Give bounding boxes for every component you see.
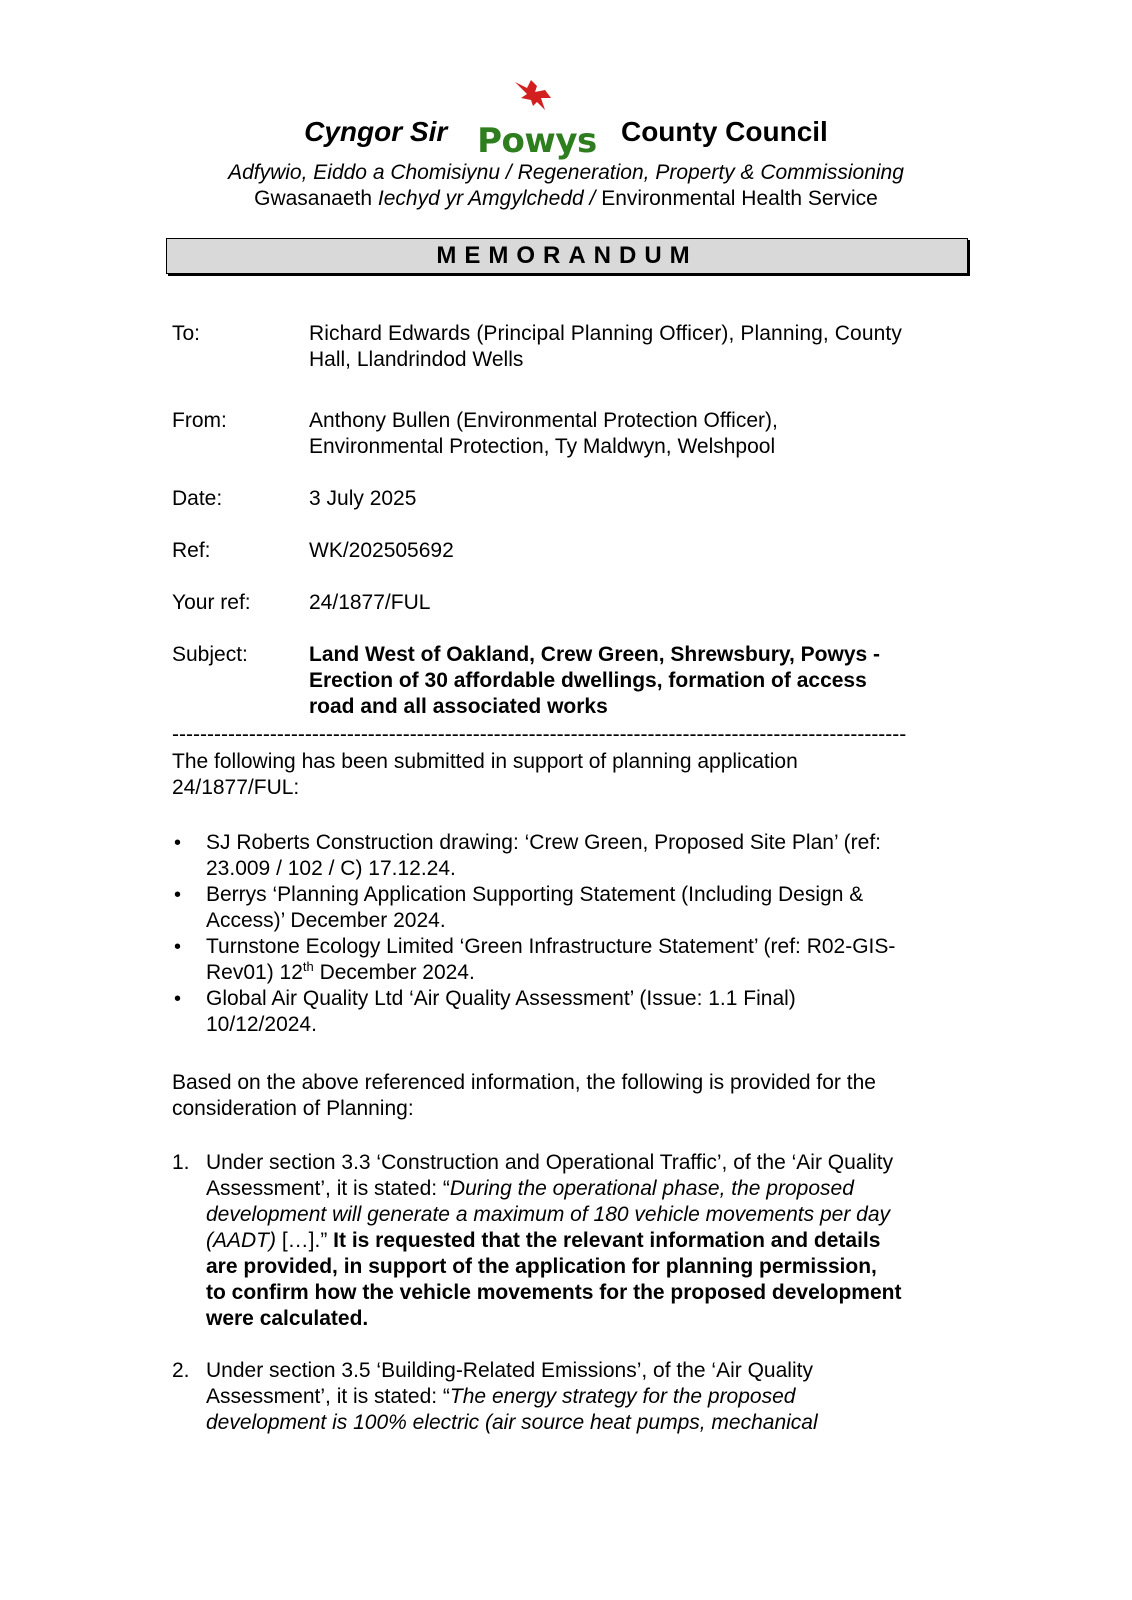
intro-line: 24/1877/FUL: [172,776,300,799]
quoted-text: development is 100% electric (air source heat pumps, mechanical [206,1411,818,1434]
ordinal-suffix: th [302,959,314,974]
item-number: 1. [172,1151,190,1174]
date-label: Date: [172,487,223,510]
doc-line [206,960,972,986]
subject-label: Subject: [172,643,248,666]
point-line [206,1384,972,1410]
from-label: From: [172,409,227,432]
doc-text: December 2024. [313,961,475,984]
doc-line: • SJ Roberts Construction drawing: ‘Crew Green, Proposed Site Plan’ (ref: [206,831,882,854]
quoted-text: The energy strategy for the proposed [449,1385,796,1408]
from-value [309,408,971,460]
subject-value [309,642,971,720]
point-text: […].” [276,1229,334,1252]
service-prefix: Gwasanaeth [254,187,373,210]
quoted-text: During the operational phase, the proposed [449,1177,854,1200]
point-text: Assessment’, it is stated: “ [206,1177,450,1200]
based-on-paragraph [172,1070,962,1122]
based-line: consideration of Planning: [172,1097,414,1120]
service-welsh: Iechyd yr Amgylchedd / [377,187,596,210]
subject-line: Erection of 30 affordable dwellings, formation of access [309,669,867,692]
quoted-text: (AADT) [206,1229,276,1252]
request-text: are provided, in support of the application for planning permission, [206,1255,877,1278]
point-line: Under section 3.5 ‘Building-Related Emissions’, of the ‘Air Quality [206,1359,813,1382]
subject-line: road and all associated works [309,695,608,718]
service-line [0,186,1132,212]
doc-line: 23.009 / 102 / C) 17.12.24. [206,857,456,880]
dept-english: Regeneration, Property & Commissioning [517,161,904,184]
doc-line: • Turnstone Ecology Limited ‘Green Infrastructure Statement’ (ref: R02-GIS- [206,935,896,958]
item-number: 2. [172,1359,190,1382]
intro-line: The following has been submitted in support of planning application [172,750,798,773]
department-line [0,160,1132,186]
to-line: Richard Edwards (Principal Planning Officer), Planning, County [309,322,902,345]
logo-wordmark: Powys [477,121,597,161]
council-name-english: County Council [620,116,828,147]
service-english: Environmental Health Service [601,187,878,210]
doc-line: • Global Air Quality Ltd ‘Air Quality Assessment’ (Issue: 1.1 Final) [206,987,796,1010]
date-value: 3 July 2025 [309,487,417,510]
doc-line: • Berrys ‘Planning Application Supporting Statement (Including Design & [206,883,864,906]
list-item [172,1358,972,1436]
observations-list [172,1150,972,1436]
your-ref-label: Your ref: [172,591,251,614]
ref-label: Ref: [172,539,211,562]
council-name-welsh: Cyngor Sir [304,116,448,147]
point-line: Under section 3.3 ‘Construction and Operational Traffic’, of the ‘Air Quality [206,1151,894,1174]
point-text: Assessment’, it is stated: “ [206,1385,450,1408]
request-text: It is requested that the relevant information and details [333,1229,881,1252]
to-label: To: [172,322,201,345]
request-text: to confirm how the vehicle movements for the proposed development [206,1281,902,1304]
dashed-divider: --------------------------------------------------------------------------------------------------------- [172,723,907,746]
doc-text: Rev01) 12 [206,961,303,984]
request-text: were calculated. [206,1307,369,1330]
memo-title-box: MEMORANDUM [166,238,968,274]
list-item [172,986,972,1038]
dept-welsh: Adfywio, Eiddo a Chomisiynu / [228,161,512,184]
list-item [172,1150,972,1332]
based-line: Based on the above referenced information, the following is provided for the [172,1071,876,1094]
powys-logo [477,112,597,161]
from-line: Environmental Protection, Ty Maldwyn, Welshpool [309,435,776,458]
submitted-documents-list [172,830,972,1038]
list-item [172,882,972,934]
point-line [206,1176,972,1202]
list-item [172,830,972,882]
quoted-text: development will generate a maximum of 180 vehicle movements per day [206,1203,891,1226]
ref-value: WK/202505692 [309,539,454,562]
subject-line: Land West of Oakland, Crew Green, Shrewsbury, Powys - [309,643,881,666]
intro-paragraph [172,749,962,801]
list-item [172,934,972,986]
letterhead [0,112,1132,161]
to-line: Hall, Llandrindod Wells [309,348,524,371]
point-line [206,1228,972,1254]
to-value [309,321,971,373]
doc-line: Access)’ December 2024. [206,909,446,932]
doc-line: 10/12/2024. [206,1013,317,1036]
your-ref-value: 24/1877/FUL [309,591,431,614]
red-kite-icon [511,76,555,116]
from-line: Anthony Bullen (Environmental Protection Officer), [309,409,778,432]
